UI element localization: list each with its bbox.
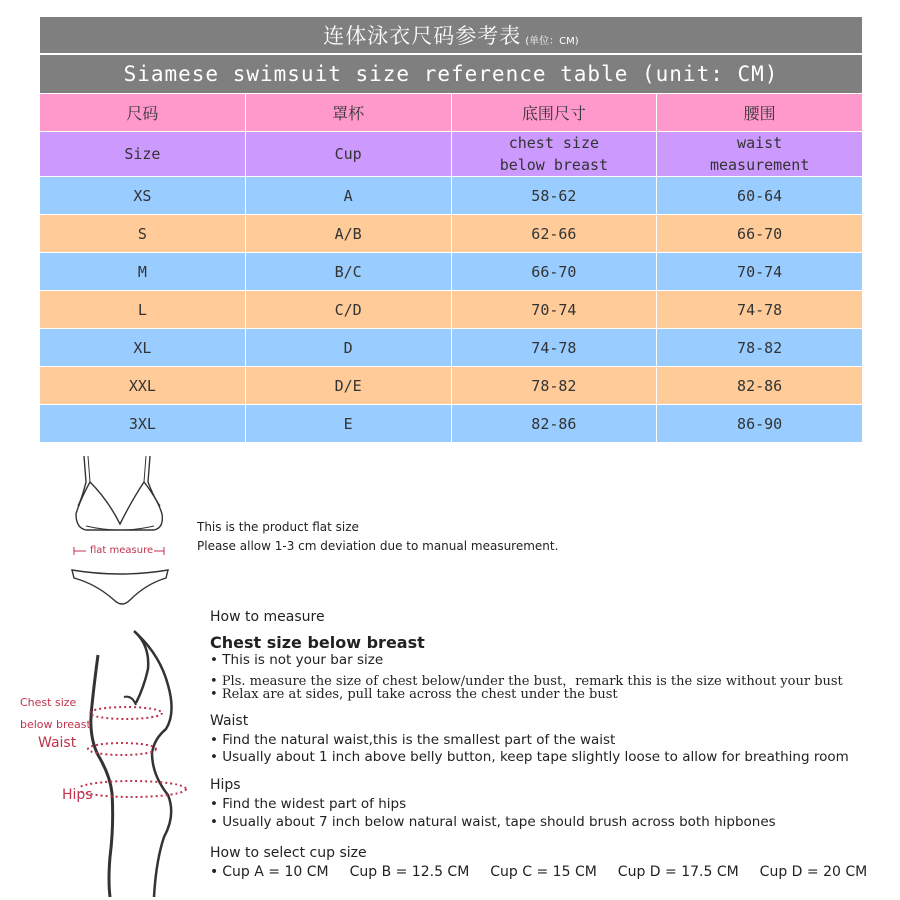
flat-measure-label: flat measure	[90, 545, 154, 556]
header-en-waist	[657, 132, 862, 176]
chest-size-title: Chest size below breast	[210, 633, 425, 652]
header-en-chest	[452, 132, 658, 176]
body-measure-figure	[80, 625, 200, 900]
hips-tape-icon	[80, 781, 186, 797]
body-chest-outline	[124, 697, 136, 705]
flat-note-line2: Please allow 1-3 cm deviation due to manual measurement.	[197, 539, 559, 553]
table-row	[40, 176, 862, 214]
header-cn-cup: 罩杯	[246, 94, 452, 131]
cup-d-large: Cup D = 20 CM	[759, 864, 868, 880]
header-en-chest-line1: chest size	[508, 134, 600, 152]
cell-chest: 78-82	[452, 367, 658, 404]
cell-cup: D/E	[246, 367, 452, 404]
cup-c: Cup C = 15 CM	[490, 864, 597, 880]
table-row	[40, 290, 862, 328]
cell-chest: 82-86	[452, 405, 658, 442]
cup-size-list	[210, 864, 867, 880]
cell-size: L	[40, 291, 246, 328]
cell-chest: 66-70	[452, 253, 658, 290]
table-row	[40, 252, 862, 290]
header-en-waist-line2: measurement	[709, 156, 810, 174]
hips-title: Hips	[210, 777, 241, 793]
waist-title: Waist	[210, 713, 249, 729]
cell-chest: 62-66	[452, 215, 658, 252]
cell-waist: 74-78	[737, 300, 783, 319]
size-table	[40, 17, 862, 442]
table-title-en: Siamese swimsuit size reference table (unit: CM)	[40, 55, 862, 93]
table-title-cn-unit: (单位：CM)	[525, 35, 579, 47]
how-to-measure-title: How to measure	[210, 609, 325, 625]
cell-size: M	[40, 253, 246, 290]
waist-item-1: Find the natural waist,this is the smallest part of the waist	[222, 732, 616, 748]
list-item: • Find the widest part of hips	[210, 796, 407, 812]
header-cn-size: 尺码	[40, 94, 246, 131]
waist-label: Waist	[38, 735, 77, 751]
flat-size-note	[197, 518, 558, 556]
cell-cup: A	[246, 177, 452, 214]
cell-cup: D	[246, 329, 452, 366]
cell-cup: B/C	[246, 253, 452, 290]
list-item: • Pls. measure the size of chest below/under the bust，remark this is the size without your bust	[210, 674, 843, 689]
table-title-cn-text: 连体泳衣尺码参考表	[323, 24, 522, 48]
list-item: • Usually about 7 inch below natural waist, tape should brush across both hipbones	[210, 814, 776, 830]
bikini-bottom	[72, 570, 168, 604]
header-row-cn	[40, 93, 862, 131]
header-en-size	[40, 132, 246, 176]
flat-note-line1: This is the product flat size	[197, 520, 359, 534]
cell-size: 3XL	[40, 405, 246, 442]
cell-size: S	[40, 215, 246, 252]
cell-waist: 82-86	[737, 376, 783, 395]
table-row	[40, 404, 862, 442]
table-title-cn	[40, 17, 862, 55]
cup-select-title: How to select cup size	[210, 845, 367, 861]
header-en-waist-line1: waist	[737, 134, 783, 152]
chest-tape-icon	[90, 707, 162, 719]
header-en-cup-text: Cup	[334, 145, 362, 163]
header-row-en	[40, 131, 862, 176]
cell-size: XS	[40, 177, 246, 214]
cell-waist: 60-64	[737, 186, 783, 205]
cell-cup: E	[246, 405, 452, 442]
table-row	[40, 366, 862, 404]
waist-item-2: Usually about 1 inch above belly button, keep tape slightly loose to allow for breathing room	[222, 749, 849, 765]
hips-label: Hips	[62, 787, 93, 803]
hips-item-1: Find the widest part of hips	[222, 796, 407, 812]
header-en-cup	[246, 132, 452, 176]
list-item: • Find the natural waist,this is the smallest part of the waist	[210, 732, 616, 748]
cell-waist: 66-70	[737, 224, 783, 243]
chest-label-line1: Chest size	[20, 696, 77, 709]
list-item: • Relax are at sides, pull take across the chest under the bust	[210, 687, 618, 702]
table-row	[40, 328, 862, 366]
swimsuit-flat-illustration	[62, 450, 182, 615]
header-en-size-text: Size	[124, 145, 161, 163]
table-row	[40, 214, 862, 252]
chest-item-1: This is not your bar size	[222, 652, 384, 668]
cell-chest: 70-74	[452, 291, 658, 328]
cup-a: Cup A = 10 CM	[222, 864, 329, 880]
chest-label-line2: below breast	[20, 718, 91, 731]
header-cn-waist: 腰围	[743, 104, 776, 123]
cell-size: XL	[40, 329, 246, 366]
bra-strap-right-inner	[144, 456, 146, 482]
cell-chest: 58-62	[452, 177, 658, 214]
bullet: •	[210, 864, 219, 880]
hips-item-2: Usually about 7 inch below natural waist, tape should brush across both hipbones	[222, 814, 776, 830]
cell-waist: 70-74	[737, 262, 783, 281]
header-en-chest-line2: below breast	[499, 156, 609, 174]
cup-b: Cup B = 12.5 CM	[349, 864, 470, 880]
cell-waist: 78-82	[737, 338, 783, 357]
cell-waist: 86-90	[737, 414, 783, 433]
list-item: • Usually about 1 inch above belly button, keep tape slightly loose to allow for breathing room	[210, 749, 849, 765]
body-back-outline	[91, 655, 113, 897]
chest-item-3: Relax are at sides, pull take across the chest under the bust	[221, 687, 618, 702]
cell-cup: A/B	[246, 215, 452, 252]
bra-cups	[76, 482, 162, 530]
cup-d: Cup D = 17.5 CM	[617, 864, 739, 880]
cell-size: XXL	[40, 367, 246, 404]
list-item: • This is not your bar size	[210, 652, 384, 668]
cell-cup: C/D	[246, 291, 452, 328]
header-cn-chest: 底围尺寸	[452, 94, 658, 131]
body-front-outline	[136, 633, 172, 897]
chest-item-2: Pls. measure the size of chest below/under the bust，remark this is the size without your bust	[221, 674, 843, 689]
cell-chest: 74-78	[452, 329, 658, 366]
bra-strap-left-inner	[88, 456, 90, 482]
